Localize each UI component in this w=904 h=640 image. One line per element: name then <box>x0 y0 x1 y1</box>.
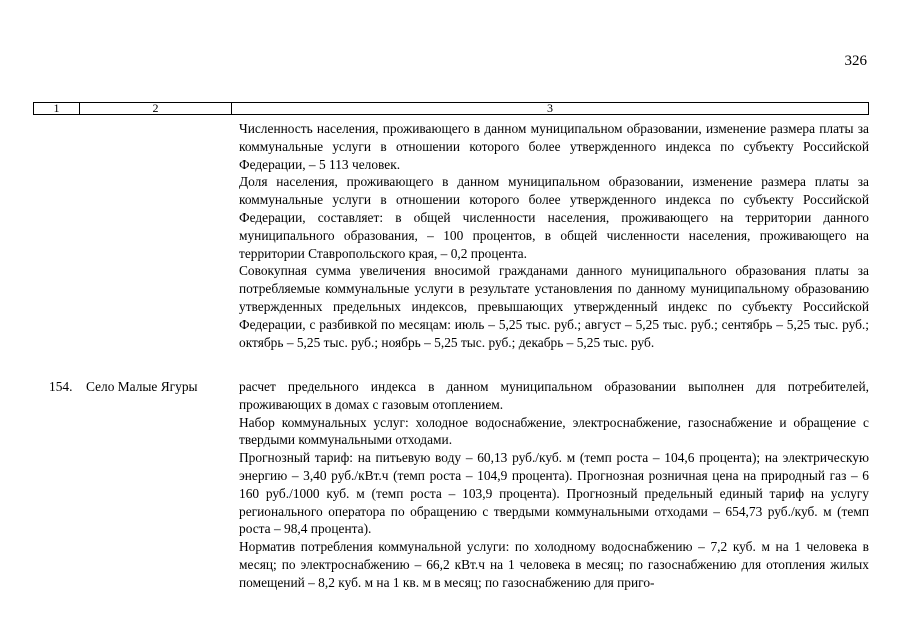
paragraph: Численность населения, проживающего в данном муниципальном образовании, изменение размера платы за коммунальные услуги в отношении которого более утвержденного индекса по субъекту Российской Федерации, – 5 113 человек. <box>239 121 869 172</box>
entry-municipality-name: Село Малые Ягуры <box>86 379 198 394</box>
table-header-col-1: 1 <box>34 103 80 114</box>
page-number: 326 <box>844 53 867 69</box>
paragraph: Доля населения, проживающего в данном муниципальном образовании, изменение размера платы за коммунальные услуги в отношении которого более утвержденного индекса по субъекту Российской Федерации, составляет: в общей численности населения, проживающего на территории данного муниципального образования, – 100 процентов, в общей численности населения, проживающего на территории Ставропольского края, – 0,2 процента. <box>239 174 869 261</box>
paragraph: Норматив потребления коммунальной услуги: по холодному водоснабжению – 7,2 куб. м на 1 человека в месяц; по электроснабжению – 66,2 кВт.ч на 1 человека в месяц; по газоснабжению для отопления жилых помещений – 8,2 куб. м на 1 кв. м в месяц; по газоснабжению для приго- <box>239 539 869 590</box>
paragraph: Прогнозный тариф: на питьевую воду – 60,13 руб./куб. м (темп роста – 104,6 процента); на электрическую энергию – 3,40 руб./кВт.ч (темп роста – 104,9 процента). Прогнозная розничная цена на природный газ – 6 160 руб./1000 куб. м (темп роста – 103,9 процента). Прогнозный предельный единый тариф на услугу регионального оператора по обращению с твердыми коммунальными отходами – 654,73 руб./куб. м (темп роста – 98,4 процента). <box>239 450 869 537</box>
entry-number: 154. <box>49 379 73 394</box>
entry-text-block <box>239 378 869 592</box>
table-header-col-3: 3 <box>547 101 553 115</box>
continuation-text-block <box>239 120 869 351</box>
paragraph: Совокупная сумма увеличения вносимой гражданами данного муниципального образования платы за потребляемые коммунальные услуги в результате установления по данному муниципальному образованию утвержденных предельных индексов, превышающих утвержденный индекс по субъекту Российской Федерации, с разбивкой по месяцам: июль – 5,25 тыс. руб.; август – 5,25 тыс. руб.; сентябрь – 5,25 тыс. руб.; октябрь – 5,25 тыс. руб.; ноябрь – 5,25 тыс. руб.; декабрь – 5,25 тыс. руб. <box>239 263 869 350</box>
table-header-row <box>33 102 869 115</box>
paragraph: Набор коммунальных услуг: холодное водоснабжение, электроснабжение, газоснабжение и обращение с твердыми коммунальными отходами. <box>239 414 869 448</box>
paragraph: расчет предельного индекса в данном муниципальном образовании выполнен для потребителей, проживающих в домах с газовым отоплением. <box>239 379 869 412</box>
table-header-col-2: 2 <box>80 103 232 114</box>
